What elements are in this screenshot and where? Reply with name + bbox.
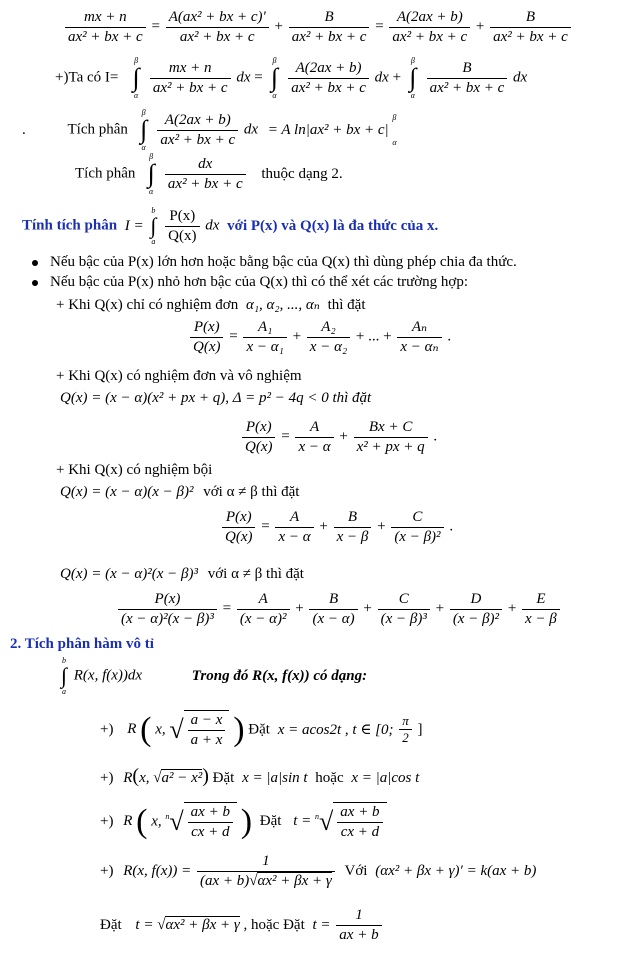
irrational-form-2: +) R(x, √a² − x²) Đặt x = |a|sin t hoặc x = |a|cos t [100, 765, 420, 787]
case-simple-roots-formula: $\frac{P(x)}{Q(x)}$ = $\frac{\text{A₁}}{\text{x − α₁}}$ + $\frac{\text{A₂}}{\text{x − α₂}}$ + ... + $\frac{\text{Aₙ}}{\text{x − αₙ}}$ . [188, 318, 451, 357]
case2-q-expression: Q(x) = (x − α)(x² + px + q), Δ = p² − 4q < 0 thì đặt [60, 390, 372, 406]
irrational-form-1: +) R ( x, √ $\frac{a - x}{a + x}$ ) Đặt x = acos2t , t ∈ [0; $\frac{\pi}{2}$ ] [100, 710, 423, 748]
irrational-form-4: +) R(x, f(x)) = $\frac{1}{\text{(ax + b)√αx² + βx + γ}}$ Với (αx² + βx + γ)′ = k(ax + b) [100, 853, 537, 889]
bullet-item: Nếu bậc của P(x) nhỏ hơn bậc của Q(x) thì có thể xét các trường hợp: [32, 274, 468, 291]
substitution-line: Đặt t = √αx² + βx + γ , hoặc Đặt t = $\frac{1}{ax + b}$ [100, 906, 384, 945]
case-simple-roots: + Khi Q(x) chỉ có nghiệm đơn α₁, α₂, ..., αₙ thì đặt [56, 297, 366, 313]
irrational-form-3: +) R ( x, $^n$√ $\frac{ax + b}{cx + d}$ ) Đặt t = $^n$√ $\frac{ax + b}{cx + d}$ [100, 802, 387, 842]
case3-q-expression: Q(x) = (x − α)(x − β)² với α ≠ β thì đặt [60, 484, 300, 500]
case-multiple-root: + Khi Q(x) có nghiệm bội [56, 462, 213, 478]
case-simple-and-no-root: + Khi Q(x) có nghiệm đơn và vô nghiệm [56, 368, 302, 384]
irrational-integral-line: b ∫ a R(x, f(x))dx Trong đó R(x, f(x)) có dạng: [60, 656, 368, 696]
integral-log-line: . Tích phân β ∫ α $\frac{A(2ax + b)}{\text{ax² + bx + c}}$ dx = A ln|ax² + bx + c| β α [22, 108, 397, 152]
bullet-item: Nếu bậc của P(x) lớn hơn hoặc bằng bậc của Q(x) thì dùng phép chia đa thức. [32, 254, 517, 271]
section-heading-irrational: 2. Tích phân hàm vô tỉ [10, 636, 154, 652]
decomposition-equation: $\frac{mx + n}{\text{ax² + bx + c}}$ = $\frac{\text{A(ax² + bx + c)'}}{\text{ax² + bx + c}}$ + $\frac{B}{\text{ax² + bx + c}}$ = $\frac{A(2ax + b)}{\text{ax² + bx + c}}$ + $\frac{B}{\text{ax² + bx + c}}$ [63, 8, 573, 47]
bullet-dot [32, 280, 38, 286]
section-heading-rational-integral: Tính tích phân I = b ∫ a $\frac{P(x)}{Q(x)}$ dx với P(x) và Q(x) là đa thức của x. [22, 206, 439, 246]
case3-formula: $\frac{P(x)}{Q(x)}$ = $\frac{A}{x - \alpha}$ + $\frac{B}{x - \beta}$ + $\frac{C}{\text{(x − β)²}}$ . [220, 508, 453, 547]
integral-type2-line: Tích phân β ∫ α $\frac{dx}{\text{ax² + bx + c}}$ thuộc dạng 2. [75, 152, 343, 196]
bullet-dot [32, 260, 38, 266]
case2-formula: $\frac{P(x)}{Q(x)}$ = $\frac{A}{x - \alpha}$ + $\frac{Bx + C}{\text{x² + px + q}}$ . [240, 418, 437, 457]
case4-q-expression: Q(x) = (x − α)²(x − β)³ với α ≠ β thì đặt [60, 566, 304, 582]
case4-formula: $\frac{P(x)}{\text{(x − α)²(x − β)³}}$ = $\frac{A}{\text{(x − α)²}}$ + $\frac{B}{(x - \alpha)}$ + $\frac{C}{\text{(x − β)³}}$ + $\frac{D}{\text{(x − β)²}}$ + $\frac{E}{x - \beta}$ [116, 590, 562, 629]
integral-split-line: +)Ta có I= β ∫ α $\frac{mx + n}{\text{ax² + bx + c}}$ dx = β ∫ α $\frac{A(2ax + b)}{\text{ax² + bx + c}}$ dx + β ∫ α $\frac{B}{\text{ax² + bx + c}}$ dx [55, 56, 528, 100]
